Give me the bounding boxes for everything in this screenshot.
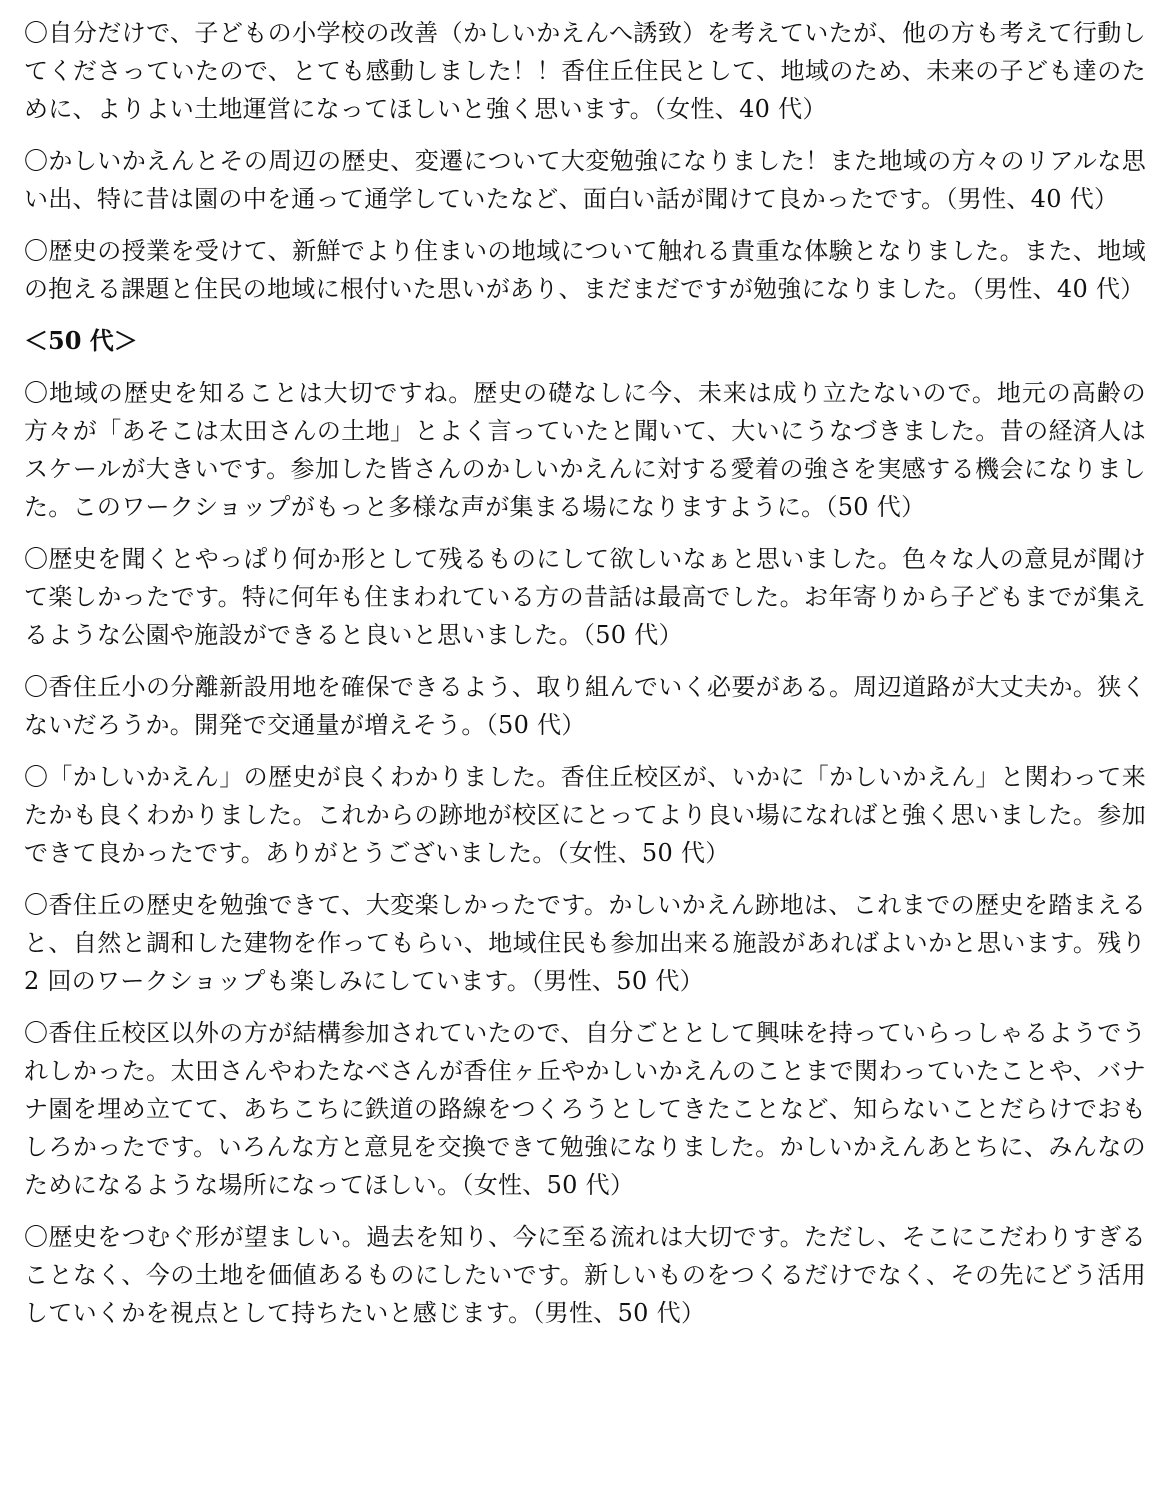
comment-paragraph: 〇歴史をつむぐ形が望ましい。過去を知り、今に至る流れは大切です。ただし、そこにこだわりすぎることなく、今の土地を価値あるものにしたいです。新しいものをつくるだけでなく、その先にどう活用していくかを視点として持ちたいと感じます。（男性、50 代） [24,1223,1146,1327]
comment-paragraph: 〇地域の歴史を知ることは大切ですね。歴史の礎なしに今、未来は成り立たないので。地元の高齢の方々が「あそこは太田さんの土地」とよく言っていたと聞いて、大いにうなづきました。昔の経済人はスケールが大きいです。参加した皆さんのかしいかえんに対する愛着の強さを実感する機会になりました。このワークショップがもっと多様な声が集まる場になりますように。（50 代） [24,379,1146,521]
document-page [24,14,1146,1346]
comment-paragraph: 〇「かしいかえん」の歴史が良くわかりました。香住丘校区が、いかに「かしいかえん」と関わって来たかも良くわかりました。これからの跡地が校区にとってより良い場になればと強く思いました。参加できて良かったです。ありがとうございました。（女性、50 代） [24,763,1146,867]
comment-paragraph: 〇歴史の授業を受けて、新鮮でより住まいの地域について触れる貴重な体験となりました。また、地域の抱える課題と住民の地域に根付いた思いがあり、まだまだですが勉強になりました。（男性、40 代） [24,237,1146,303]
comment-paragraph: 〇香住丘の歴史を勉強できて、大変楽しかったです。かしいかえん跡地は、これまでの歴史を踏まえると、自然と調和した建物を作ってもらい、地域住民も参加出来る施設があればよいかと思います。残り 2 回のワークショップも楽しみにしています。（男性、50 代） [24,891,1146,995]
comment-paragraph: 〇かしいかえんとその周辺の歴史、変遷について大変勉強になりました！また地域の方々のリアルな思い出、特に昔は園の中を通って通学していたなど、面白い話が聞けて良かったです。（男性、40 代） [24,147,1146,213]
comment-paragraph: 〇香住丘校区以外の方が結構参加されていたので、自分ごととして興味を持っていらっしゃるようでうれしかった。太田さんやわたなべさんが香住ヶ丘やかしいかえんのことまで関わっていたことや、バナナ園を埋め立てて、あちこちに鉄道の路線をつくろうとしてきたことなど、知らないことだらけでおもしろかったです。いろんな方と意見を交換できて勉強になりました。かしいかえんあとちに、みんなのためになるような場所になってほしい。（女性、50 代） [24,1019,1146,1199]
comment-paragraph: 〇歴史を聞くとやっぱり何か形として残るものにして欲しいなぁと思いました。色々な人の意見が聞けて楽しかったです。特に何年も住まわれている方の昔話は最高でした。お年寄りから子どもまでが集えるような公園や施設ができると良いと思いました。（50 代） [24,545,1146,649]
section-heading-50s: ＜50 代＞ [24,326,138,355]
comment-paragraph: 〇香住丘小の分離新設用地を確保できるよう、取り組んでいく必要がある。周辺道路が大丈夫か。狭くないだろうか。開発で交通量が増えそう。（50 代） [24,673,1146,739]
comment-paragraph: 〇自分だけで、子どもの小学校の改善（かしいかえんへ誘致）を考えていたが、他の方も考えて行動してくださっていたので、とても感動しました！！香住丘住民として、地域のため、未来の子ども達のために、よりよい土地運営になってほしいと強く思います。（女性、40 代） [24,19,1146,123]
